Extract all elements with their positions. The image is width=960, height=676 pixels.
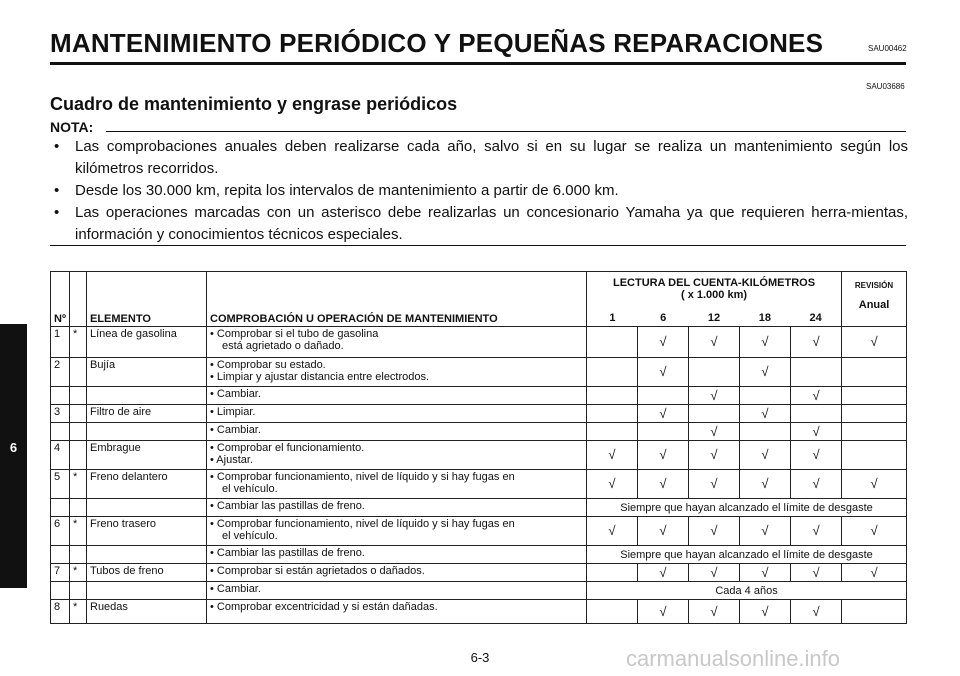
operation-line: • Comprobar si están agrietados o dañados. — [210, 565, 425, 577]
check-mark-cell: √ — [791, 517, 842, 546]
check-mark-cell — [842, 358, 907, 387]
check-mark-cell — [638, 387, 689, 405]
check-mark-cell — [689, 358, 740, 387]
check-mark-cell: √ — [587, 441, 638, 470]
operation-line: • Cambiar las pastillas de freno. — [210, 500, 365, 512]
operation-line: • Cambiar. — [210, 388, 261, 400]
table-row — [51, 387, 907, 405]
check-mark-cell: √ — [791, 423, 842, 441]
row-item — [87, 499, 207, 517]
note-bullet-text: Las comprobaciones anuales deben realizarse cada año, salvo si en su lugar se realiza un mantenimiento según los kilómetros recorridos. — [75, 138, 908, 177]
operation-line: • Comprobar el funcionamiento. — [210, 442, 365, 454]
row-item — [87, 387, 207, 405]
annual-label: Anual — [858, 299, 890, 311]
check-mark-cell: √ — [791, 564, 842, 582]
check-mark-cell — [587, 423, 638, 441]
row-item: Freno delantero — [87, 470, 207, 499]
operation-line: • Limpiar. — [210, 406, 256, 418]
row-number: 8 — [51, 600, 70, 624]
row-item — [87, 423, 207, 441]
row-number: 7 — [51, 564, 70, 582]
odometer-unit: ( x 1.000 km) — [680, 289, 748, 301]
check-mark-cell: √ — [638, 327, 689, 358]
row-number: 2 — [51, 358, 70, 387]
row-operation — [207, 600, 587, 624]
header-review — [842, 272, 907, 327]
check-mark-cell: √ — [638, 517, 689, 546]
row-operation — [207, 423, 587, 441]
page-number: 6-3 — [470, 650, 490, 665]
check-mark-cell: √ — [740, 600, 791, 624]
chapter-number: 6 — [9, 440, 18, 455]
note-end-rule — [50, 245, 906, 246]
check-mark-cell: √ — [689, 470, 740, 499]
row-item — [87, 582, 207, 600]
check-mark-cell — [740, 423, 791, 441]
row-star: * — [70, 517, 87, 546]
check-mark-cell: √ — [689, 441, 740, 470]
row-item: Bujía — [87, 358, 207, 387]
row-star — [70, 582, 87, 600]
check-mark-cell: √ — [638, 600, 689, 624]
subsection-code: SAU03686 — [866, 82, 905, 91]
note-bullet-text: Las operaciones marcadas con un asterisco debe realizarlas un concesionario Yamaha ya que requieren herra-mientas, información y conocimientos técnicos especiales. — [75, 204, 908, 243]
row-number: 6 — [51, 517, 70, 546]
table-row — [51, 600, 907, 624]
row-number: 3 — [51, 405, 70, 423]
operation-line: • Cambiar las pastillas de freno. — [210, 547, 365, 559]
operation-line: el vehículo. — [222, 530, 278, 542]
check-mark-cell — [842, 387, 907, 405]
row-number: 4 — [51, 441, 70, 470]
check-mark-cell — [689, 405, 740, 423]
row-star — [70, 441, 87, 470]
note-bullet: • Desde los 30.000 km, repita los intervalos de mantenimiento a partir de 6.000 km. — [54, 182, 619, 199]
check-mark-cell: √ — [689, 564, 740, 582]
check-mark-cell: √ — [638, 358, 689, 387]
row-star — [70, 546, 87, 564]
check-mark-cell — [791, 358, 842, 387]
row-operation — [207, 546, 587, 564]
check-mark-cell — [842, 600, 907, 624]
note-bullets — [50, 136, 908, 246]
check-mark-cell: √ — [740, 327, 791, 358]
row-star: * — [70, 327, 87, 358]
check-mark-cell — [842, 405, 907, 423]
check-mark-cell: √ — [689, 600, 740, 624]
row-star — [70, 499, 87, 517]
check-mark-cell — [842, 441, 907, 470]
check-mark-cell — [587, 387, 638, 405]
row-star — [70, 358, 87, 387]
check-mark-cell: √ — [791, 387, 842, 405]
km-12: 12 — [707, 312, 721, 324]
row-star: * — [70, 564, 87, 582]
table-row — [51, 470, 907, 499]
row-operation — [207, 441, 587, 470]
check-mark-cell — [587, 600, 638, 624]
header-rule — [50, 62, 906, 65]
note-bullet-text: Desde los 30.000 km, repita los intervalos de mantenimiento a partir de 6.000 km. — [75, 182, 619, 199]
row-number — [51, 499, 70, 517]
check-mark-cell: √ — [740, 441, 791, 470]
row-number: 5 — [51, 470, 70, 499]
check-mark-cell — [587, 405, 638, 423]
header-check: COMPROBACIÓN U OPERACIÓN DE MANTENIMIENTO — [207, 272, 587, 327]
note-bullet: • Las operaciones marcadas con un asterisco debe realizarlas un concesionario Yamaha ya que requieren herra-mientas, información y conocimientos técnicos especiales. — [54, 204, 908, 243]
row-operation — [207, 499, 587, 517]
header-odometer — [587, 272, 842, 327]
check-mark-cell — [587, 564, 638, 582]
row-number: 1 — [51, 327, 70, 358]
check-mark-cell — [842, 423, 907, 441]
check-mark-cell: √ — [740, 358, 791, 387]
km-1: 1 — [609, 312, 616, 324]
row-operation — [207, 564, 587, 582]
table-row — [51, 517, 907, 546]
row-number — [51, 582, 70, 600]
check-mark-cell: √ — [638, 441, 689, 470]
section-title: Cuadro de mantenimiento y engrase periódicos — [50, 94, 458, 114]
maintenance-table — [50, 271, 907, 624]
row-number — [51, 387, 70, 405]
row-star — [70, 405, 87, 423]
operation-line: • Comprobar excentricidad y si están dañadas. — [210, 601, 438, 613]
km-24: 24 — [809, 312, 822, 324]
check-mark-cell: √ — [740, 564, 791, 582]
check-mark-cell: √ — [689, 423, 740, 441]
check-mark-cell: √ — [791, 327, 842, 358]
check-mark-cell: √ — [740, 517, 791, 546]
row-star — [70, 423, 87, 441]
check-mark-cell: √ — [587, 470, 638, 499]
table-row — [51, 441, 907, 470]
check-mark-cell: √ — [689, 327, 740, 358]
row-number — [51, 546, 70, 564]
note-bullet: • Las comprobaciones anuales deben realizarse cada año, salvo si en su lugar se realiza un mantenimiento según los kilómetros recorridos. — [54, 138, 908, 177]
interval-span: Cada 4 años — [587, 582, 907, 600]
operation-line: • Comprobar funcionamiento, nivel de líquido y si hay fugas en — [210, 471, 515, 483]
check-mark-cell: √ — [791, 470, 842, 499]
section-code: SAU00462 — [868, 44, 907, 53]
check-mark-cell — [791, 405, 842, 423]
row-number — [51, 423, 70, 441]
row-item: Filtro de aire — [87, 405, 207, 423]
row-operation — [207, 582, 587, 600]
check-mark-cell: √ — [842, 517, 907, 546]
chapter-tab — [0, 324, 27, 588]
check-mark-cell: √ — [842, 470, 907, 499]
check-mark-cell: √ — [638, 405, 689, 423]
table-row — [51, 327, 907, 358]
row-item: Tubos de freno — [87, 564, 207, 582]
row-star: * — [70, 600, 87, 624]
operation-line: • Ajustar. — [210, 454, 253, 466]
row-item — [87, 546, 207, 564]
row-item: Freno trasero — [87, 517, 207, 546]
interval-span: Siempre que hayan alcanzado el límite de desgaste — [587, 499, 907, 517]
km-6: 6 — [660, 312, 667, 324]
check-mark-cell: √ — [842, 327, 907, 358]
operation-line: el vehículo. — [222, 483, 278, 495]
operation-line: está agrietado o dañado. — [222, 340, 344, 352]
check-mark-cell: √ — [740, 470, 791, 499]
check-mark-cell: √ — [740, 405, 791, 423]
table-row — [51, 546, 907, 564]
check-mark-cell — [587, 327, 638, 358]
check-mark-cell — [587, 358, 638, 387]
row-operation — [207, 470, 587, 499]
header-star — [70, 272, 87, 327]
row-star: * — [70, 470, 87, 499]
check-mark-cell: √ — [791, 600, 842, 624]
check-mark-cell: √ — [638, 470, 689, 499]
operation-line: • Cambiar. — [210, 424, 261, 436]
table-row — [51, 423, 907, 441]
row-operation — [207, 517, 587, 546]
operation-line: • Comprobar si el tubo de gasolina — [210, 328, 379, 340]
row-star — [70, 387, 87, 405]
row-operation — [207, 387, 587, 405]
table-header-row — [51, 272, 907, 327]
header-item: ELEMENTO — [87, 272, 207, 327]
row-item: Embrague — [87, 441, 207, 470]
km-18: 18 — [758, 312, 771, 324]
check-mark-cell: √ — [587, 517, 638, 546]
table-row — [51, 499, 907, 517]
interval-span: Siempre que hayan alcanzado el límite de desgaste — [587, 546, 907, 564]
check-mark-cell — [638, 423, 689, 441]
row-operation — [207, 405, 587, 423]
check-mark-cell — [740, 387, 791, 405]
operation-line: • Limpiar y ajustar distancia entre electrodos. — [210, 371, 430, 383]
odometer-label: LECTURA DEL CUENTA-KILÓMETROS — [612, 277, 816, 289]
check-mark-cell: √ — [689, 517, 740, 546]
operation-line: • Cambiar. — [210, 583, 261, 595]
note-rule — [106, 131, 906, 132]
watermark: carmanualsonline.info — [626, 646, 841, 671]
table-row — [51, 582, 907, 600]
table-row — [51, 564, 907, 582]
check-mark-cell: √ — [842, 564, 907, 582]
operation-line: • Comprobar su estado. — [210, 359, 326, 371]
check-mark-cell: √ — [689, 387, 740, 405]
check-mark-cell: √ — [638, 564, 689, 582]
header-no: Nº — [51, 272, 70, 327]
row-operation — [207, 358, 587, 387]
operation-line: • Comprobar funcionamiento, nivel de líquido y si hay fugas en — [210, 518, 515, 530]
row-item: Línea de gasolina — [87, 327, 207, 358]
row-operation — [207, 327, 587, 358]
table-row — [51, 358, 907, 387]
note-label: NOTA: — [50, 119, 94, 135]
page-title: MANTENIMIENTO PERIÓDICO Y PEQUEÑAS REPARACIONES — [50, 28, 824, 58]
table-row — [51, 405, 907, 423]
review-label: REVISIÓN — [854, 281, 894, 290]
check-mark-cell: √ — [791, 441, 842, 470]
row-item: Ruedas — [87, 600, 207, 624]
